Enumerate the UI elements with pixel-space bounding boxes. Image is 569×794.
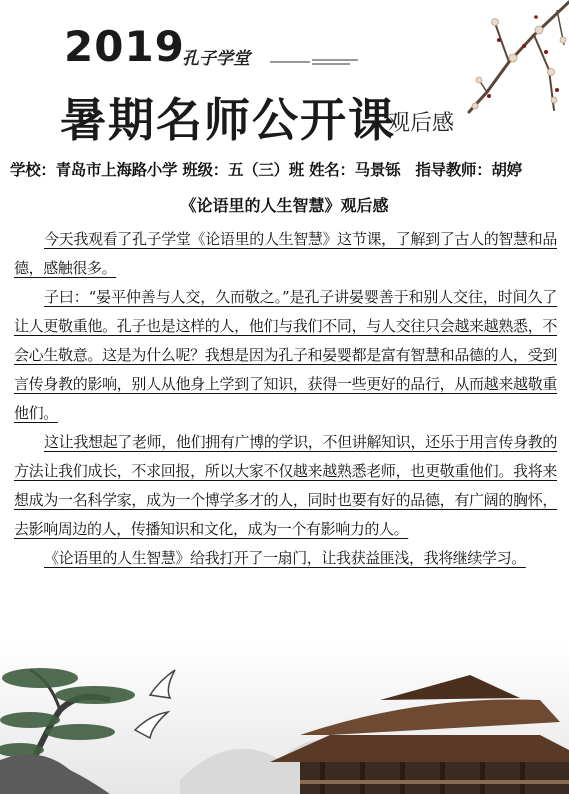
name-label: 姓名：: [309, 161, 355, 179]
pine-pavilion-ink-illustration: [0, 640, 569, 794]
teacher-value: 胡婷: [491, 161, 522, 179]
document-title: 《论语里的人生智慧》观后感: [180, 196, 389, 215]
essay-paragraph: [14, 283, 557, 428]
paragraph-text: 《论语里的人生智慧》给我打开了一扇门，让我获益匪浅，我将继续学习。: [44, 549, 526, 567]
school-value: 青岛市上海路小学: [55, 161, 178, 179]
main-title-suffix: 观后感: [388, 111, 455, 136]
school-label: 学校：: [10, 161, 56, 179]
header-year: 2019: [64, 22, 185, 71]
main-title: 暑期名师公开课: [60, 93, 396, 147]
header-banner: [0, 0, 569, 150]
paragraph-text: 子曰：“晏平仲善与人交，久而敬之。”是孔子讲晏婴善于和别人交往，时间久了让人更敬重他。孔子也是这样的人，他们与我们不同，与人交往只会越来越熟悉，不会心生敬意。这是为什么呢？我想是因为孔子和晏婴都是富有智慧和品德的人，受到言传身教的影响，别人从他身上学到了知识，获得一些更好的品行，从而越来越敬重他们。: [14, 288, 557, 422]
essay-paragraph: [14, 225, 557, 283]
teacher-label: 指导教师：: [415, 161, 492, 179]
class-label: 班级：: [182, 161, 228, 179]
essay-paragraph: [14, 544, 557, 573]
header-brand: 孔子学堂: [182, 49, 250, 69]
essay-paragraph: [14, 428, 557, 544]
student-info-line: [10, 158, 565, 180]
class-value: 五（三）班: [227, 161, 304, 179]
essay-body: [14, 225, 557, 573]
paragraph-text: 今天我观看了孔子学堂《论语里的人生智慧》这节课，了解到了古人的智慧和品德，感触很多。: [14, 230, 557, 277]
paragraph-text: 这让我想起了老师，他们拥有广博的学识，不但讲解知识，还乐于用言传身教的方法让我们成长，不求回报，所以大家不仅越来越熟悉老师，也更敬重他们。我将来想成为一名科学家，成为一个博学多才的人，同时也要有好的品德，有广阔的胸怀，去影响周边的人，传播知识和文化，成为一个有影响力的人。: [14, 433, 557, 538]
name-value: 马景铄: [354, 161, 401, 179]
brand-decoration: [270, 58, 360, 66]
plum-blossom-branch-illustration: [439, 0, 569, 140]
